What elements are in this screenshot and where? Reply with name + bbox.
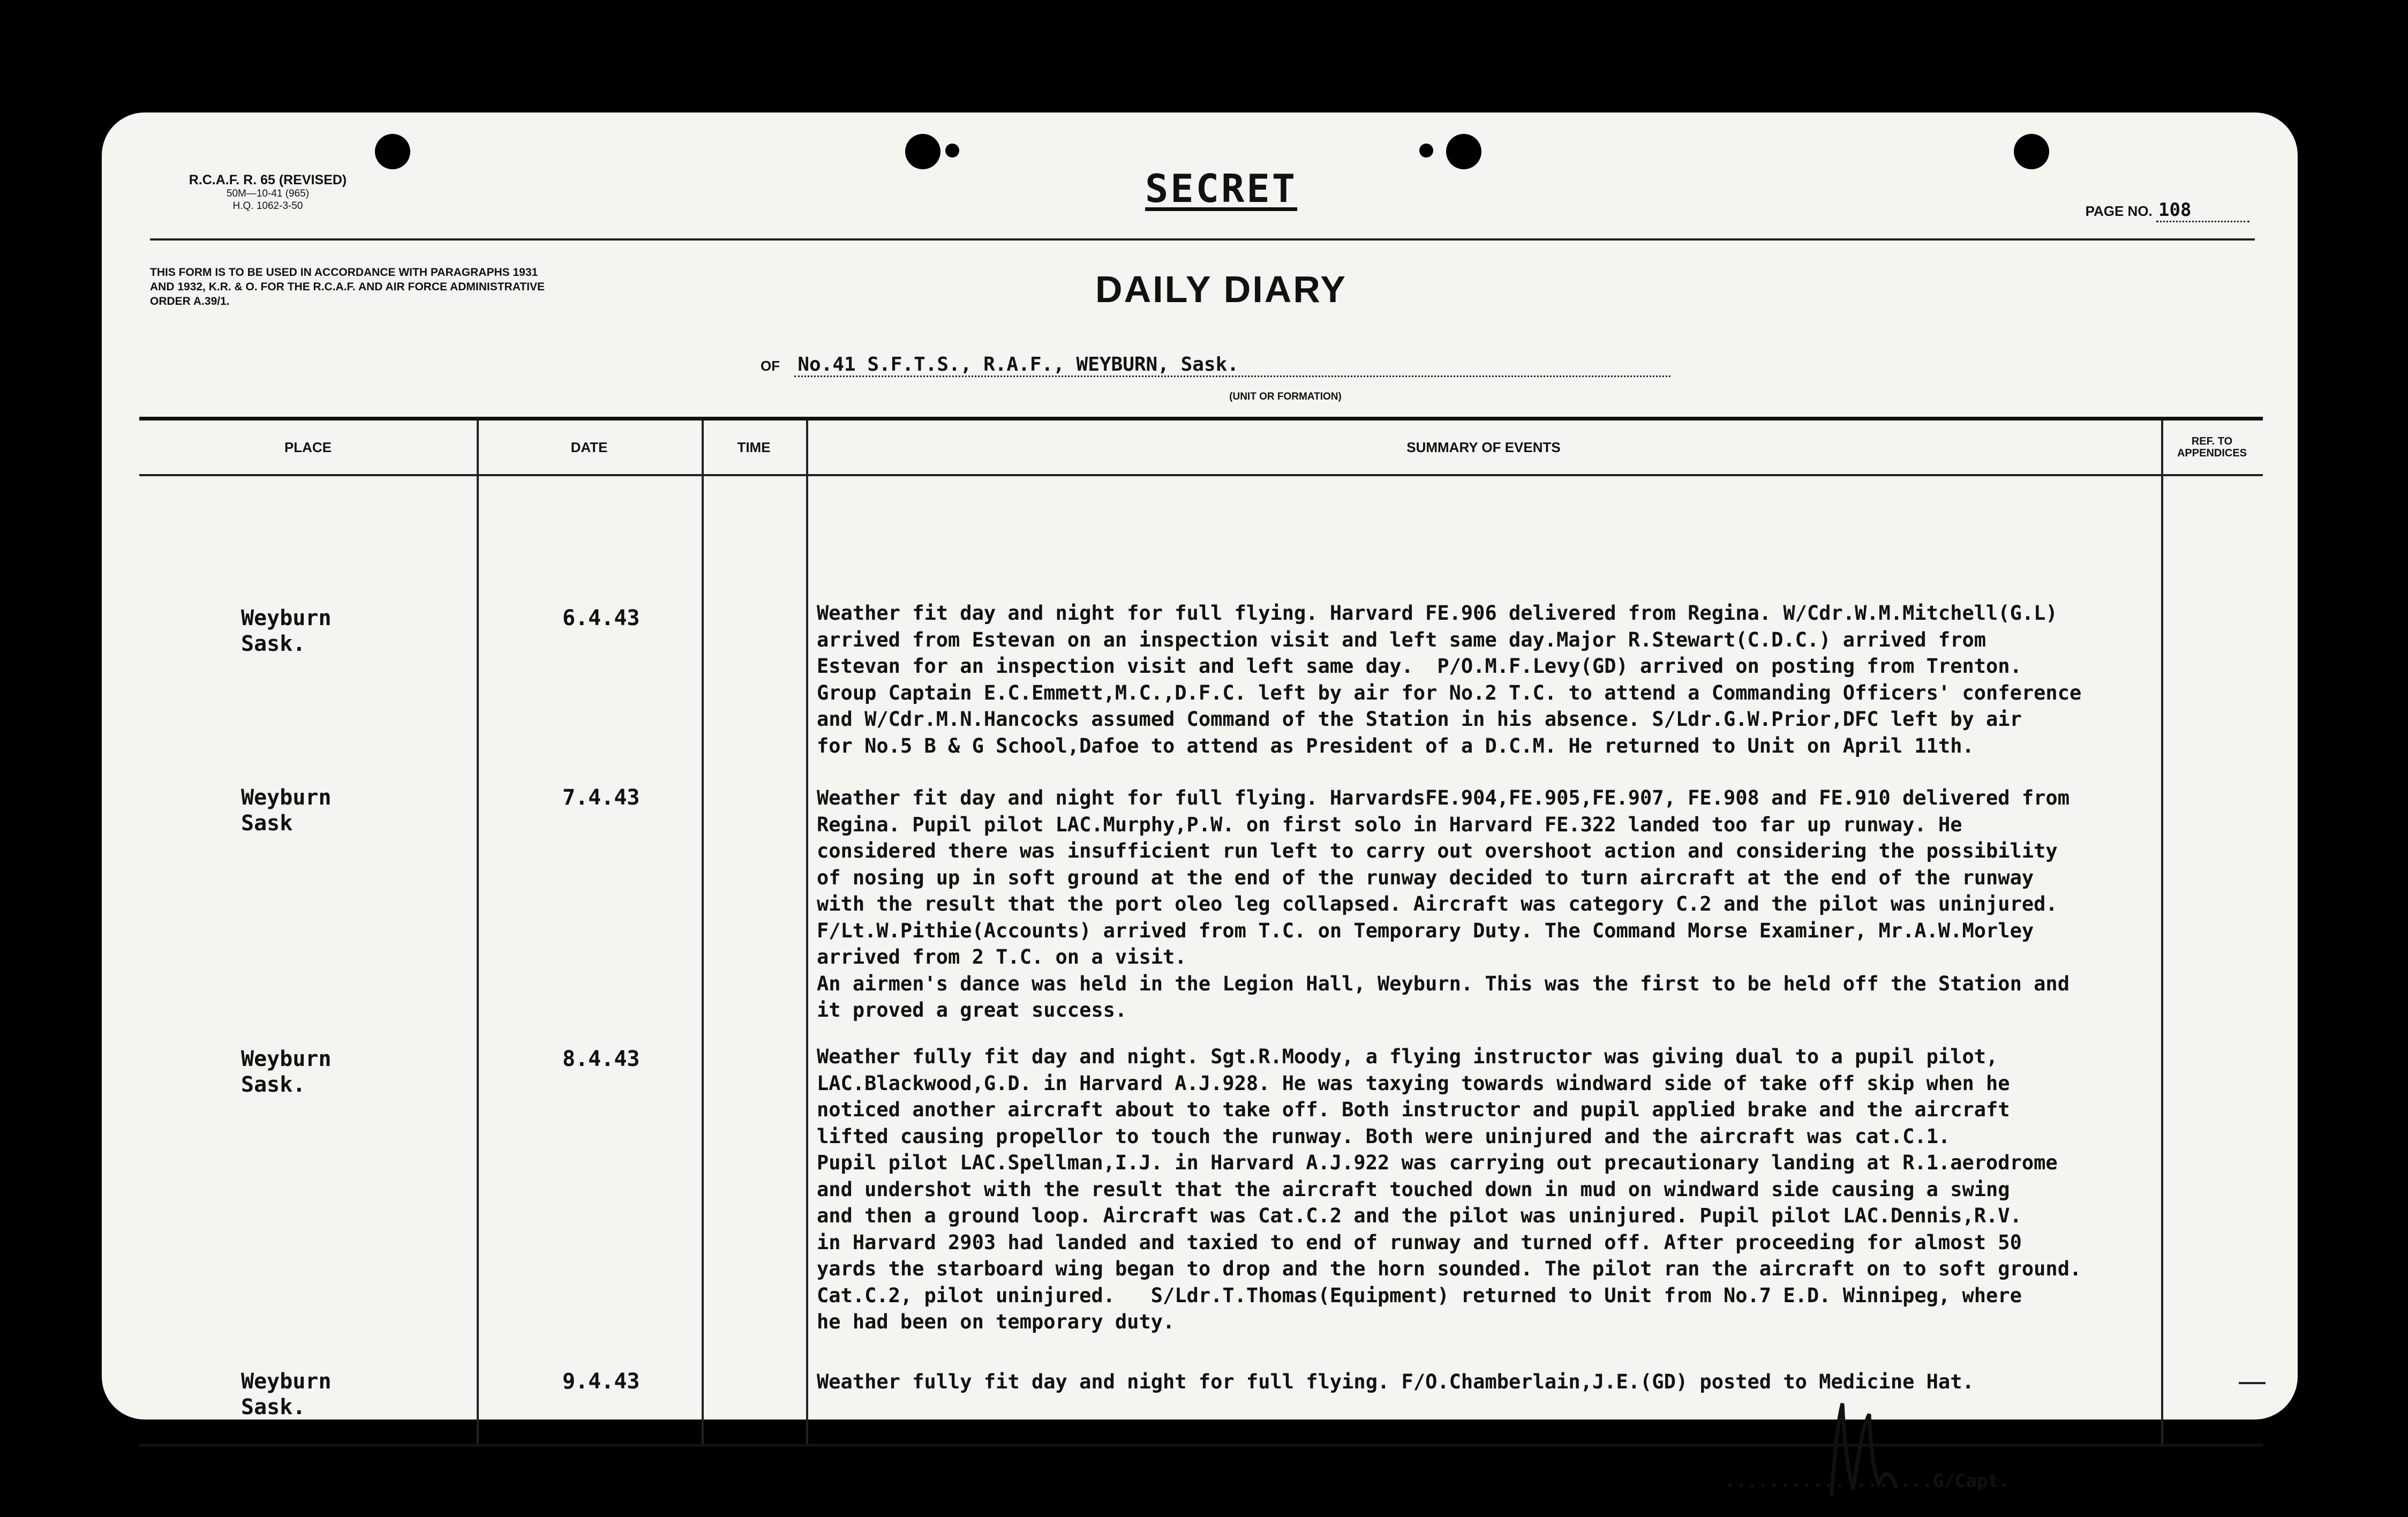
entry-date: 6.4.43 (562, 606, 640, 630)
entry-summary: Weather fully fit day and night for full flying. F/O.Chamberlain,J.E.(GD) posted to Medicine Hat. (817, 1370, 1974, 1393)
page-title: DAILY DIARY (1095, 268, 1347, 310)
punch-hole (1446, 134, 1481, 169)
form-code (150, 172, 386, 212)
page-number-value: 108 (2156, 199, 2249, 222)
form-print-line-2: H.Q. 1062-3-50 (232, 200, 303, 212)
punch-hole (905, 134, 940, 169)
column-header-place: PLACE (284, 439, 332, 455)
column-divider (477, 420, 479, 1444)
entry-date: 8.4.43 (562, 1047, 640, 1071)
entry-place: Weyburn Sask (241, 785, 332, 836)
column-header-summary: SUMMARY OF EVENTS (1406, 439, 1561, 455)
ref-label-line-1: REF. TO (2191, 435, 2233, 447)
header-rule (150, 238, 2255, 241)
column-header-time: TIME (737, 439, 771, 455)
punch-hole (375, 134, 410, 169)
signature-line: ........... .......G/Capt. (1725, 1470, 2010, 1492)
punch-hole (2014, 134, 2049, 169)
entry-summary: Weather fully fit day and night. Sgt.R.Moody, a flying instructor was giving dual to a pupil pilot, LAC.Blackwood,G.D. in Harvard A.J.928. He was taxying towards windward side of take off skip when he noticed another aircraft about to take off. Both instructor and pupil applied brake and the aircraft lifted causing propellor to touch the runway. Both were uninjured and the aircraft was cat.C.1. Pupil pilot LAC.Spellman,I.J. in Harvard A.J.922 was carrying out precautionary landing at R.1.aerodrome and undershot with the result that the aircraft touched down in mud on windward side causing a swing and then a ground loop. Aircraft was Cat.C.2 and the pilot was uninjured. Pupil pilot LAC.Dennis,R.V. in Harvard 2903 had landed and taxied to end of runway and turned off. After proceeding for almost 50 yards the starboard wing began to drop and the horn sounded. The pilot ran the aircraft on to soft ground. Cat.C.2, pilot uninjured. S/Ldr.T.Thomas(Equipment) returned to Unit from No.7 E.D. Winnipeg, where he had been on temporary duty. (817, 1045, 2082, 1333)
table-bottom-rule (139, 1444, 2263, 1447)
ref-label-line-2: APPENDICES (2177, 447, 2247, 459)
diary-form-card (102, 112, 2298, 1492)
entry-place: Weyburn Sask. (241, 606, 332, 656)
form-code-title: R.C.A.F. R. 65 (REVISED) (189, 172, 347, 187)
column-header-rule (139, 474, 2263, 476)
form-print-line-1: 50M—10-41 (965) (226, 188, 310, 199)
unit-line (761, 354, 1670, 377)
of-label: OF (761, 358, 780, 374)
punch-hole (1419, 144, 1433, 157)
entry-summary: Weather fit day and night for full flying. HarvardsFE.904,FE.905,FE.907, FE.908 and FE.910 delivered from Regina. Pupil pilot LAC.Murphy,P.W. on first solo in Harvard FE.322 landed too far up runway. He considered there was insufficient run left to carry out overshoot action and considering the possibility of nosing up in soft ground at the end of the runway decided to turn aircraft at the end of the runway with the result that the port oleo leg collapsed. Aircraft was category C.2 and the pilot was uninjured. F/Lt.W.Pithie(Accounts) arrived from T.C. on Temporary Duty. The Command Morse Examiner, Mr.A.W.Morley arrived from 2 T.C. on a visit. An airmen's dance was held in the Legion Hall, Weyburn. This was the first to be held off the Station and it proved a great success. (817, 786, 2070, 1022)
form-instructions: THIS FORM IS TO BE USED IN ACCORDANCE WITH PARAGRAPHS 1931 AND 1932, K.R. & O. FOR THE R.C.A.F. AND AIR FORCE ADMINISTRATIVE ORDER A.39/1. (150, 266, 545, 307)
entry-summary: Weather fit day and night for full flying. Harvard FE.906 delivered from Regina. W/Cdr.W.M.Mitchell(G.L) arrived from Estevan on an inspection visit and left same day.Major R.Stewart(C.D.C.) arrived from Estevan for an inspection visit and left same day. P/O.M.F.Levy(GD) arrived on posting from Trenton. Group Captain E.C.Emmett,M.C.,D.F.C. left by air for No.2 T.C. to attend a Commanding Officers' conference and W/Cdr.M.N.Hancocks assumed Command of the Station in his absence. S/Ldr.G.W.Prior,DFC left by air for No.5 B & G School,Dafoe to attend as President of a D.C.M. He returned to Unit on April 11th. (817, 602, 2082, 757)
punch-hole (945, 144, 959, 157)
ref-dash (2239, 1382, 2266, 1384)
entry-date: 7.4.43 (562, 785, 640, 810)
secret-heading: SECRET (1145, 166, 1298, 211)
table-top-rule (139, 417, 2263, 420)
diary-table (139, 420, 2263, 1457)
page-number (2086, 199, 2249, 222)
entry-place: Weyburn Sask. (241, 1047, 332, 1097)
column-header-date: DATE (570, 439, 608, 455)
unit-value: No.41 S.F.T.S., R.A.F., WEYBURN, Sask. (794, 354, 1670, 377)
unit-caption: (UNIT OR FORMATION) (1229, 391, 1342, 402)
page-number-label: PAGE NO. (2085, 203, 2153, 219)
entry-place: Weyburn Sask. (241, 1369, 332, 1420)
column-divider (702, 420, 704, 1444)
column-divider (806, 420, 808, 1444)
entry-date: 9.4.43 (562, 1369, 640, 1394)
column-header-ref (2161, 420, 2263, 474)
